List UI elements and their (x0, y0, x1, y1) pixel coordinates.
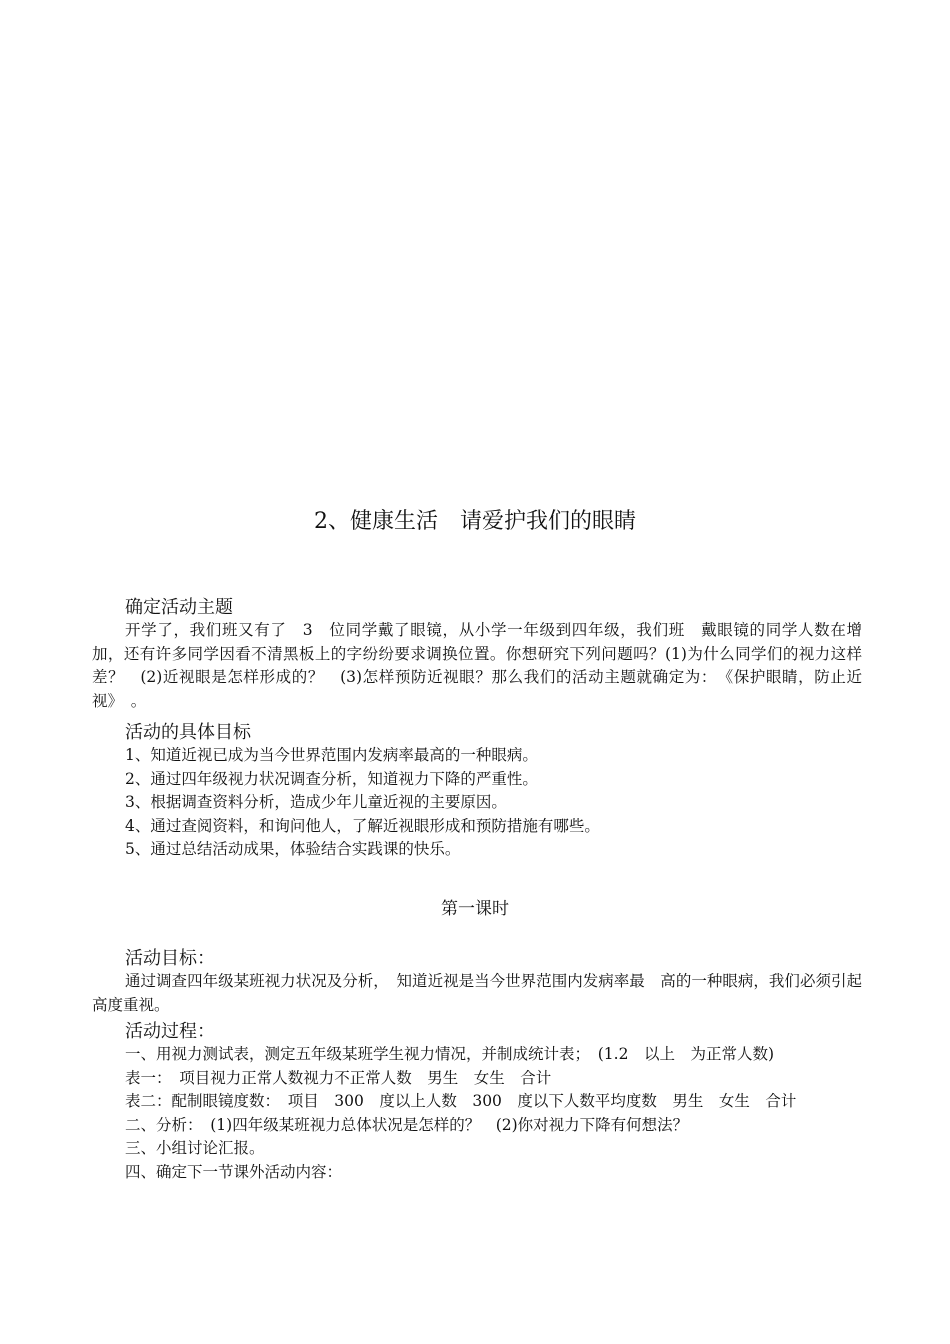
section-topic (92, 596, 862, 713)
goal-item: 4、通过查阅资料，和询问他人，了解近视眼形成和预防措施有哪些。 (125, 816, 600, 835)
section-lesson-goal (92, 947, 862, 1017)
topic-paragraph: 开学了，我们班又有了 3 位同学戴了眼镜，从小学一年级到四年级，我们班 戴眼镜的同学人数在增加，还有许多同学因看不清黑板上的字纷纷要求调换位置。你想研究下列问题吗？(1)为什么同学们的视力这样差？ (2)近视眼是怎样形成的？ (3)怎样预防近视眼？那么我们的活动主题就确定为： 《保护眼睛，防止近视》 。 (92, 621, 862, 710)
process-line: 四、确定下一节课外活动内容： (125, 1162, 343, 1181)
goal-item: 1、知道近视已成为当今世界范围内发病率最高的一种眼病。 (125, 746, 538, 764)
lesson-title: 第一课时 (441, 899, 509, 919)
section-process (92, 1020, 862, 1184)
section-heading-lesson-goal: 活动目标： (125, 948, 215, 969)
lesson-goal-paragraph: 通过调查四年级某班视力状况及分析， 知道近视是当今世界范围内发病率最 高的一种眼病，我们必须引起高度重视。 (92, 972, 862, 1014)
section-heading-process: 活动过程： (125, 1021, 215, 1042)
process-line: 二、分析： (1)四年级某班视力总体状况是怎样的？ (2)你对视力下降有何想法？ (125, 1115, 689, 1134)
goal-item: 2、通过四年级视力状况调查分析，知道视力下降的严重性。 (125, 769, 538, 788)
process-line: 表二：配制眼镜度数： 项目 300 度以上人数 300 度以下人数平均度数 男生 女生 合计 (125, 1092, 797, 1110)
goal-item: 5、通过总结活动成果，体验结合实践课的快乐。 (125, 840, 461, 858)
goal-item: 3、根据调查资料分析，造成少年儿童近视的主要原因。 (125, 793, 507, 811)
section-goals (92, 721, 862, 862)
section-heading-topic: 确定活动主题 (125, 597, 233, 618)
section-heading-goals: 活动的具体目标 (125, 722, 251, 743)
process-line: 表一： 项目视力正常人数视力不正常人数 男生 女生 合计 (125, 1068, 552, 1087)
document-title: 2、健康生活 请爱护我们的眼睛 (314, 509, 636, 534)
process-line: 三、小组讨论汇报。 (125, 1139, 265, 1157)
process-line: 一、用视力测试表，测定五年级某班学生视力情况，并制成统计表； (1.2 以上 为正常人数) (125, 1045, 774, 1063)
